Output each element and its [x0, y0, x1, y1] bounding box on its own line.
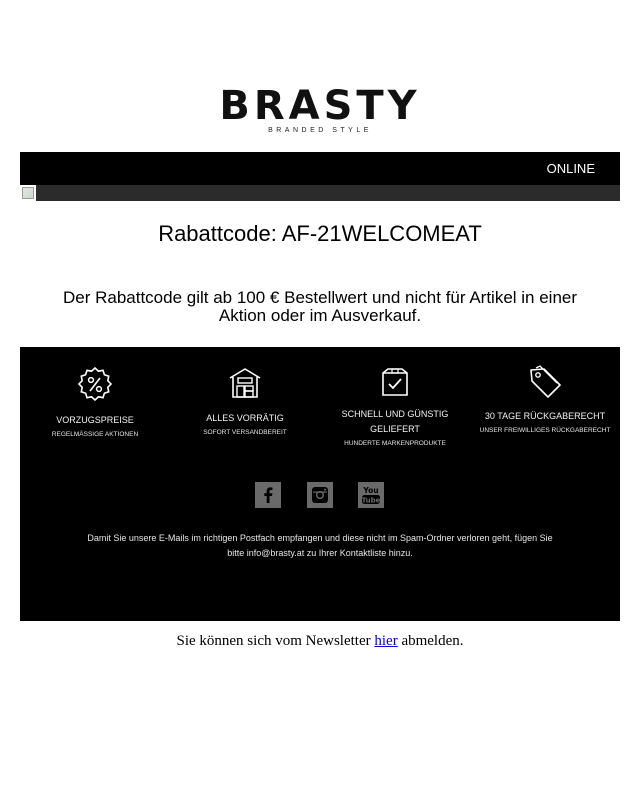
youtube-icon [358, 482, 384, 508]
feature-vorzugspreise [20, 347, 170, 440]
feature-schnell-geliefert [320, 347, 470, 449]
unsubscribe-text-after: abmelden. [401, 633, 464, 649]
online-link[interactable]: ONLINE [546, 161, 595, 176]
feature-subtitle: REGELMÄSSIGE AKTIONEN [51, 431, 139, 438]
brand-name: BRASTY [219, 83, 421, 129]
discount-code: Rabattcode: AF-21WELCOMEAT [158, 221, 482, 246]
instagram-link[interactable] [307, 482, 333, 508]
broken-image-icon [20, 185, 36, 201]
unsubscribe-line [0, 633, 640, 650]
warehouse-icon [228, 367, 262, 399]
banner-image[interactable] [20, 185, 620, 201]
facebook-icon [255, 482, 281, 508]
package-check-icon [381, 367, 409, 397]
svg-text:Tube: Tube [361, 496, 381, 505]
feature-alles-vorraetig [170, 347, 320, 438]
svg-text:You: You [363, 486, 379, 495]
youtube-link[interactable] [358, 482, 384, 508]
feature-title: ALLES VORRÄTIG [206, 413, 284, 423]
discount-conditions: Der Rabattcode gilt ab 100 € Bestellwert und nicht für Artikel in einer Aktion oder im Ausverkauf. [62, 288, 578, 325]
unsubscribe-text-before: Sie können sich vom Newsletter [176, 633, 371, 649]
discount-badge-icon [78, 367, 112, 401]
facebook-link[interactable] [255, 482, 281, 508]
price-tag-icon [527, 365, 563, 401]
instagram-icon [307, 482, 333, 508]
header-bar [20, 152, 620, 185]
feature-subtitle: SOFORT VERSANDBEREIT [203, 429, 287, 436]
brand-tagline: BRANDED STYLE [268, 127, 372, 134]
footer [20, 347, 620, 621]
feature-subtitle: UNSER FREIWILLIGES RÜCKGABERECHT [479, 427, 611, 434]
feature-subtitle: HUNDERTE MARKENPRODUKTE [344, 440, 446, 447]
feature-title: VORZUGSPREISE [56, 415, 134, 425]
feature-title: 30 TAGE RÜCKGABERECHT [484, 411, 606, 421]
feature-rueckgaberecht [470, 347, 620, 436]
feature-title: SCHNELL UND GÜNSTIG GELIEFERT [341, 409, 449, 434]
brand-logo[interactable] [0, 83, 640, 134]
unsubscribe-link[interactable]: hier [374, 633, 398, 649]
whitelist-notice: Damit Sie unsere E-Mails im richtigen Postfach empfangen und diese nicht im Spam-Ordner verloren geht, fügen Sie bitte info@brasty.at zu Ihrer Kontaktliste hinzu. [87, 533, 553, 558]
